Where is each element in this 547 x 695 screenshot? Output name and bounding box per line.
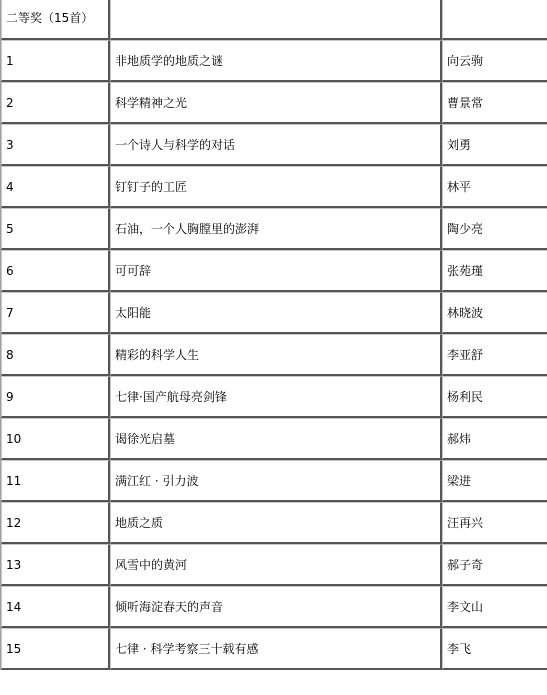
entry-number: 12	[1, 502, 110, 544]
poem-title: 可可辞	[110, 250, 442, 292]
table-row	[1, 250, 547, 292]
entry-number: 5	[1, 208, 110, 250]
author-name: 李文山	[442, 586, 547, 628]
table-row	[1, 544, 547, 586]
author-name: 刘勇	[442, 124, 547, 166]
entry-number: 11	[1, 460, 110, 502]
entry-number: 8	[1, 334, 110, 376]
author-name: 林平	[442, 166, 547, 208]
entry-number: 3	[1, 124, 110, 166]
entry-number: 2	[1, 82, 110, 124]
author-name: 向云驹	[442, 40, 547, 82]
table-row	[1, 334, 547, 376]
poem-title: 一个诗人与科学的对话	[110, 124, 442, 166]
table-row	[1, 292, 547, 334]
author-name: 郝子奇	[442, 544, 547, 586]
table-row	[1, 586, 547, 628]
author-name: 曹景常	[442, 82, 547, 124]
poem-title: 七律 · 科学考察三十载有感	[110, 628, 442, 670]
table-row	[1, 166, 547, 208]
entry-number: 6	[1, 250, 110, 292]
award-table-body	[1, 0, 547, 670]
table-row	[1, 628, 547, 670]
author-name: 杨利民	[442, 376, 547, 418]
poem-title: 科学精神之光	[110, 82, 442, 124]
award-category-label: 二等奖（15首）	[1, 0, 110, 40]
author-name: 李亚舒	[442, 334, 547, 376]
author-name: 林晓波	[442, 292, 547, 334]
entry-number: 10	[1, 418, 110, 460]
poem-title: 七律·国产航母亮剑锋	[110, 376, 442, 418]
table-row	[1, 376, 547, 418]
author-name: 梁进	[442, 460, 547, 502]
poem-title: 谒徐光启墓	[110, 418, 442, 460]
author-name: 张苑瑾	[442, 250, 547, 292]
poem-title: 钉钉子的工匠	[110, 166, 442, 208]
entry-number: 9	[1, 376, 110, 418]
table-row	[1, 40, 547, 82]
poem-title: 地质之质	[110, 502, 442, 544]
award-category-row	[1, 0, 547, 40]
entry-number: 15	[1, 628, 110, 670]
table-row	[1, 418, 547, 460]
author-name: 李飞	[442, 628, 547, 670]
award-category-author-cell	[442, 0, 547, 40]
award-category-title-cell	[110, 0, 442, 40]
table-row	[1, 502, 547, 544]
table-row	[1, 208, 547, 250]
author-name: 郝炜	[442, 418, 547, 460]
table-row	[1, 460, 547, 502]
entry-number: 1	[1, 40, 110, 82]
poem-title: 石油，一个人胸膛里的澎湃	[110, 208, 442, 250]
poem-title: 非地质学的地质之谜	[110, 40, 442, 82]
author-name: 汪再兴	[442, 502, 547, 544]
entry-number: 7	[1, 292, 110, 334]
table-row	[1, 124, 547, 166]
table-row	[1, 82, 547, 124]
poem-title: 倾听海淀春天的声音	[110, 586, 442, 628]
poem-title: 太阳能	[110, 292, 442, 334]
entry-number: 13	[1, 544, 110, 586]
author-name: 陶少亮	[442, 208, 547, 250]
entry-number: 4	[1, 166, 110, 208]
poem-title: 满江红 · 引力波	[110, 460, 442, 502]
poem-title: 风雪中的黄河	[110, 544, 442, 586]
poem-title: 精彩的科学人生	[110, 334, 442, 376]
entry-number: 14	[1, 586, 110, 628]
